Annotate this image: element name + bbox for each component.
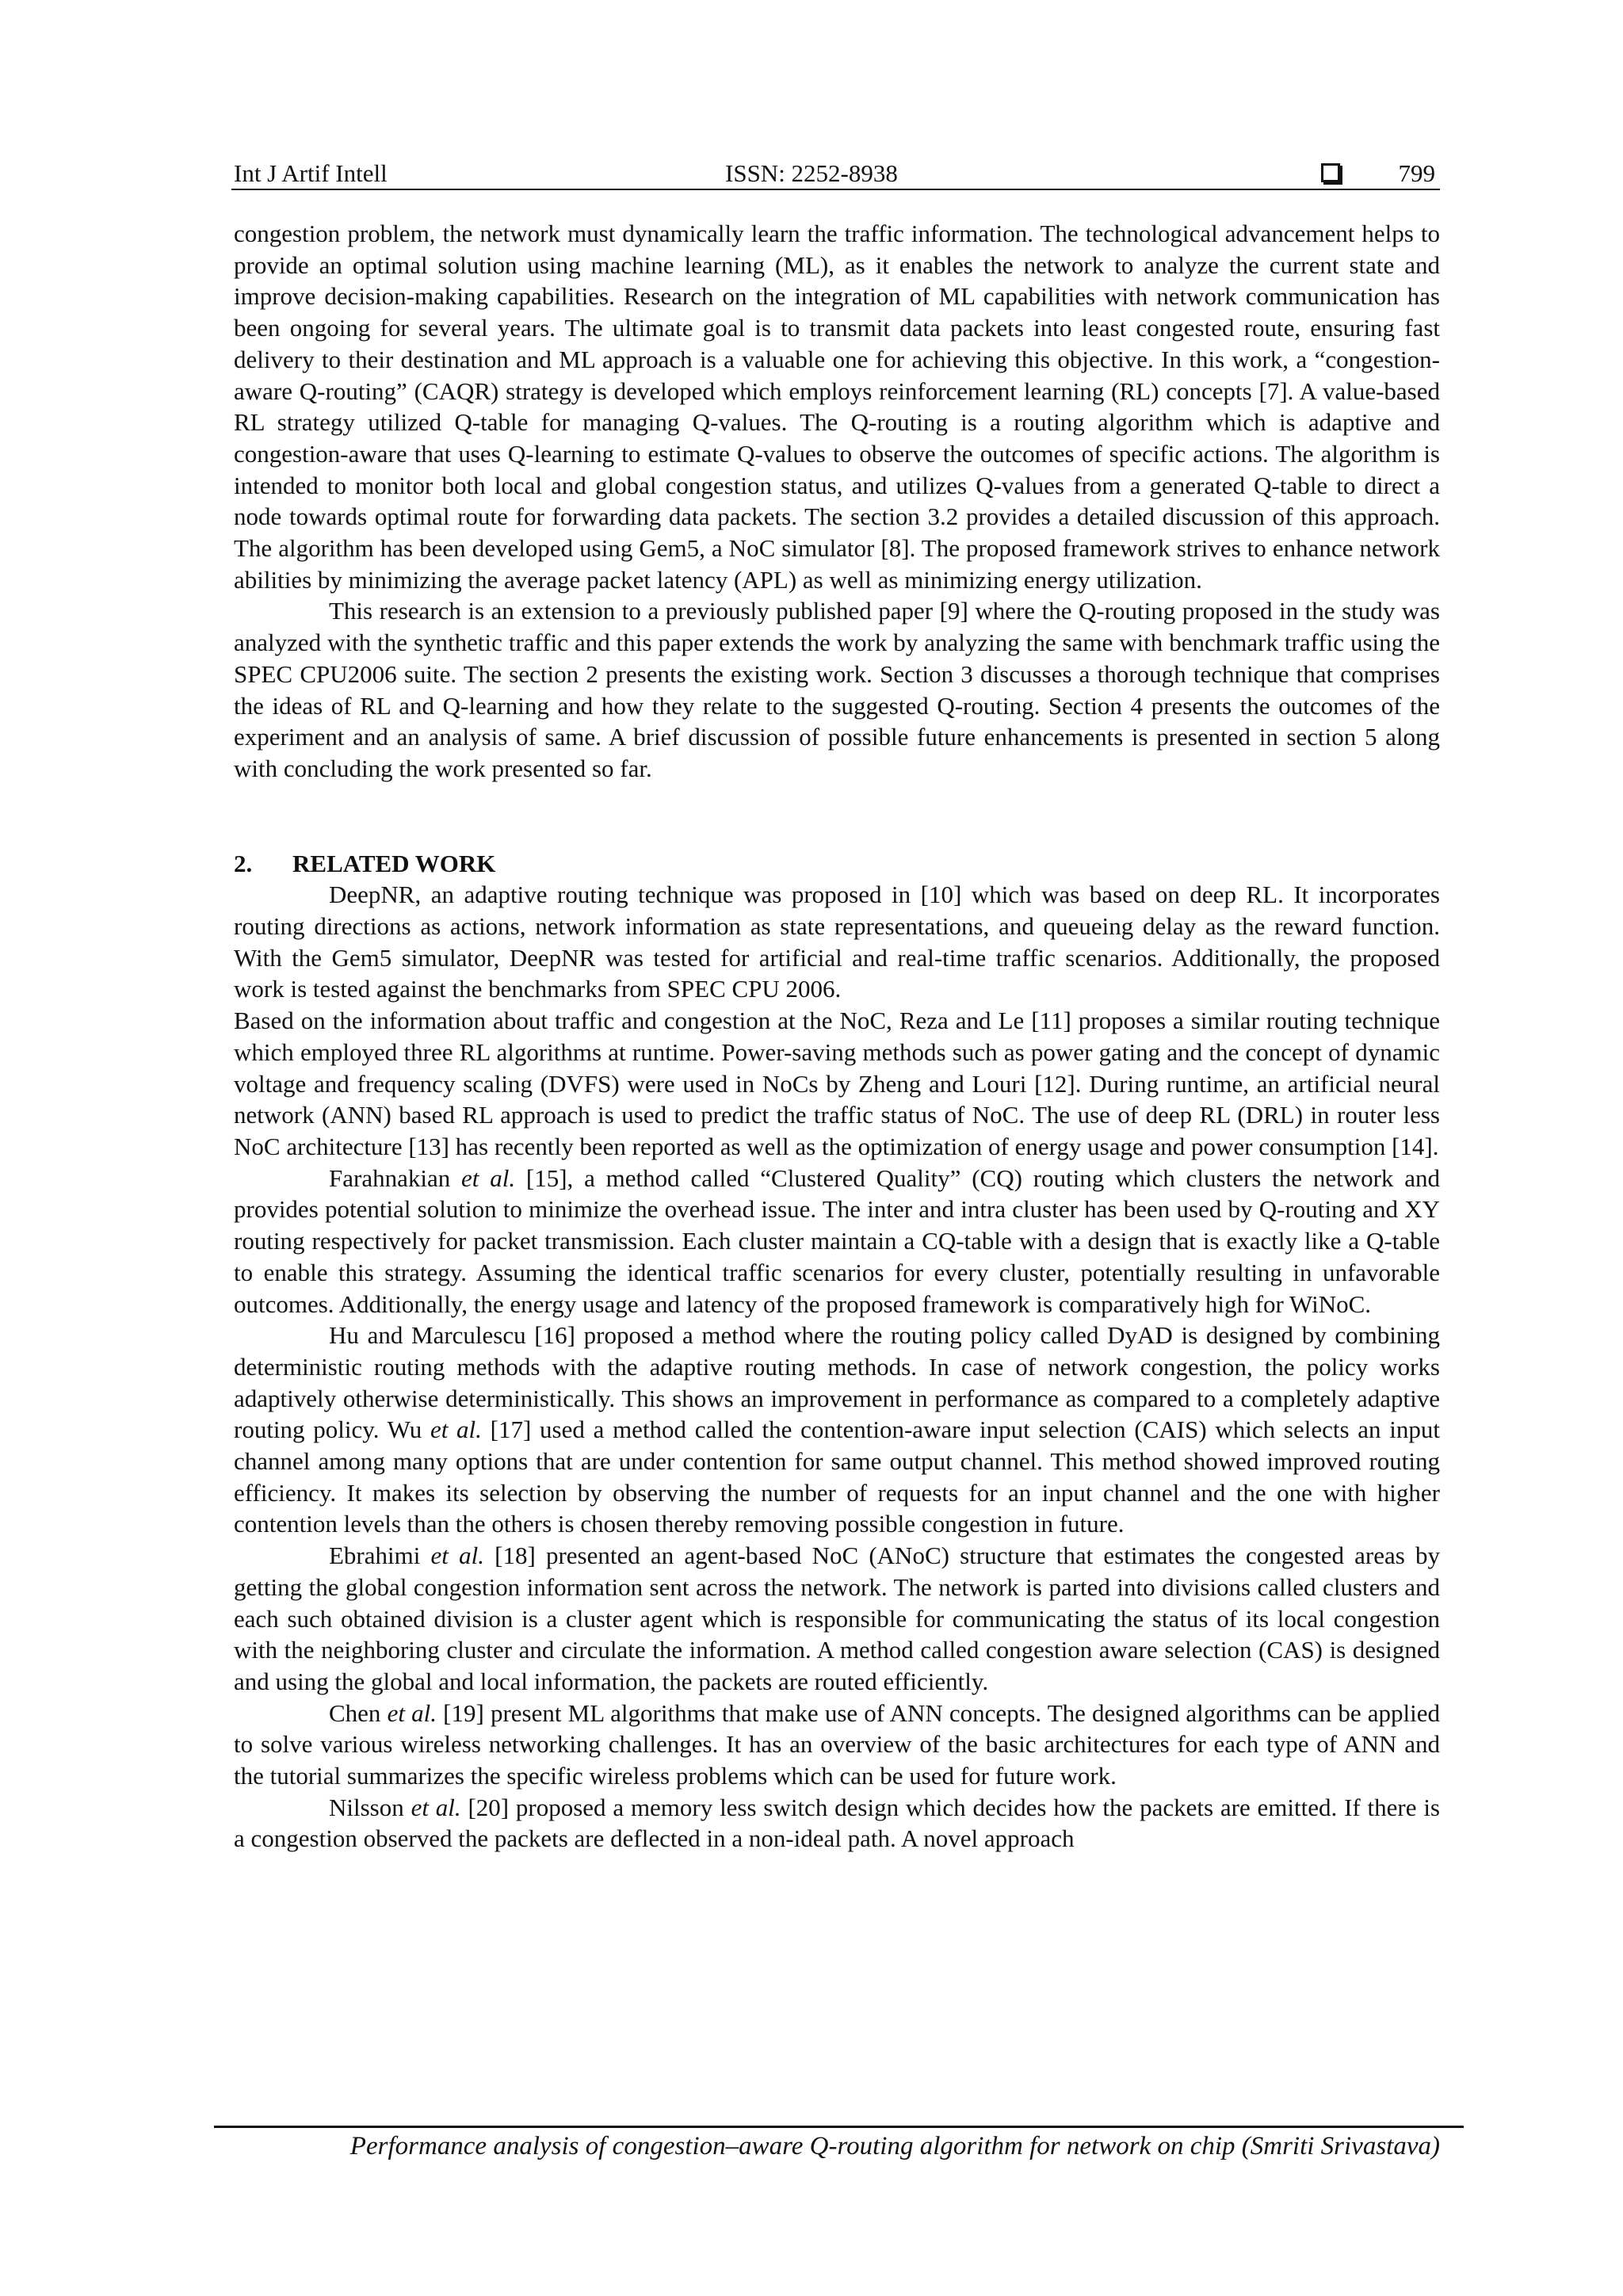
page-number: 799 [1398, 159, 1435, 187]
text-segment: Nilsson [329, 1793, 411, 1821]
et-al: et al. [387, 1698, 437, 1727]
section-title: RELATED WORK [292, 849, 496, 877]
text-segment: Chen [329, 1698, 388, 1727]
text-segment: Farahnakian [329, 1163, 462, 1192]
text-segment: [18] presented an agent-based NoC (ANoC) structure that estimates the congested areas by getting the global congestion information sent across the network. The network is parted into divisions called clusters and each such obtained division is a cluster agent which is responsible for communicating the status of its local congestion with the neighboring cluster and circulate the information. A method called congestion aware selection (CAS) is designed and using the global and local information, the packets are routed efficiently. [234, 1541, 1440, 1695]
body-text [234, 218, 1440, 1855]
paragraph-hu-marculescu [234, 1320, 1440, 1540]
journal-name: Int J Artif Intell [234, 159, 388, 187]
et-al: et al. [461, 1163, 516, 1192]
issn-number: ISSN: 2252-8938 [725, 159, 898, 187]
section-number: 2. [234, 849, 253, 877]
paragraph-farahnakian [234, 1163, 1440, 1320]
running-footer: Performance analysis of congestion–aware Q-routing algorithm for network on chip (Smriti Srivastava) [349, 2132, 1440, 2160]
paragraph-ebrahimi [234, 1540, 1440, 1698]
section-heading [234, 848, 1440, 880]
running-header [234, 156, 1440, 191]
paragraph-reza-le: Based on the information about traffic and congestion at the NoC, Reza and Le [11] proposes a similar routing technique which employed three RL algorithms at runtime. Power-saving methods such as power gating and the concept of dynamic voltage and frequency scaling (DVFS) were used in NoCs by Zheng and Louri [12]. During runtime, an artificial neural network (ANN) based RL approach is used to predict the traffic status of NoC. The use of deep RL (DRL) in router less NoC architecture [13] has recently been reported as well as the optimization of energy usage and power consumption [14]. [234, 1007, 1440, 1160]
text-segment: Ebrahimi [329, 1541, 431, 1570]
paragraph-chen [234, 1698, 1440, 1792]
et-al: et al. [411, 1793, 461, 1821]
paragraph-deepnr: DeepNR, an adaptive routing technique was proposed in [10] which was based on deep RL. It incorporates routing directions as actions, network information as state representations, and queueing delay as the reward function. With the Gem5 simulator, DeepNR was tested for artificial and real-time traffic scenarios. Additionally, the proposed work is tested against the benchmarks from SPEC CPU 2006. [234, 881, 1440, 1003]
paragraph-intro-continued: congestion problem, the network must dynamically learn the traffic information. The technological advancement helps to provide an optimal solution using machine learning (ML), as it enables the network to analyze the current state and improve decision-making capabilities. Research on the integration of ML capabilities with network communication has been ongoing for several years. The ultimate goal is to transmit data packets into least congested route, ensuring fast delivery to their destination and ML approach is a valuable one for achieving this objective. In this work, a “congestion-aware Q-routing” (CAQR) strategy is developed which employs reinforcement learning (RL) concepts [7]. A value-based RL strategy utilized Q-table for managing Q-values. The Q-routing is a routing algorithm which is adaptive and congestion-aware that uses Q-learning to estimate Q-values to observe the outcomes of specific actions. The algorithm is intended to monitor both local and global congestion status, and utilizes Q-values from a generated Q-table to direct a node towards optimal route for forwarding data packets. The section 3.2 provides a detailed discussion of this approach. The algorithm has been developed using Gem5, a NoC simulator [8]. The proposed framework strives to enhance network abilities by minimizing the average packet latency (APL) as well as minimizing energy utilization. [234, 220, 1440, 594]
header-rule [231, 189, 1440, 190]
paragraph-extension: This research is an extension to a previously published paper [9] where the Q-routing proposed in the study was analyzed with the synthetic traffic and this paper extends the work by analyzing the same with benchmark traffic using the SPEC CPU2006 suite. The section 2 presents the existing work. Section 3 discusses a thorough technique that comprises the ideas of RL and Q-learning and how they relate to the suggested Q-routing. Section 4 presents the outcomes of the experiment and an analysis of same. A brief discussion of possible future enhancements is presented in section 5 along with concluding the work presented so far. [234, 597, 1440, 782]
text-segment: Hu and Marculescu [16] proposed a method where the routing policy called DyAD is designed by combining deterministic routing methods with the adaptive routing methods. In case of network congestion, the policy works adaptively otherwise deterministically. This shows an improvement in performance as compared to a completely adaptive routing policy. Wu [234, 1321, 1440, 1444]
et-al: et al. [430, 1415, 482, 1444]
footer-rule [214, 2126, 1464, 2128]
paragraph-nilsson [234, 1792, 1440, 1855]
text-segment: [17] used a method called the contention-aware input selection (CAIS) which selects an input channel among many options that are under contention for same output channel. This method showed improved routing efficiency. It makes its selection by observing the number of requests for an input channel and the one with higher contention levels than the others is chosen thereby removing possible congestion in future. [234, 1415, 1440, 1538]
text-segment: [19] present ML algorithms that make use of ANN concepts. The designed algorithms can be applied to solve various wireless networking challenges. It has an overview of the basic architectures for each type of ANN and the tutorial summarizes the specific wireless problems which can be used for future work. [234, 1698, 1440, 1790]
et-al: et al. [430, 1541, 484, 1570]
checkbox-square-icon [1321, 163, 1340, 182]
text-segment: [15], a method called “Clustered Quality” (CQ) routing which clusters the network and provides potential solution to minimize the overhead issue. The inter and intra cluster has been used by Q-routing and XY routing respectively for packet transmission. Each cluster maintain a CQ-table with a design that is exactly like a Q-table to enable this strategy. Assuming the identical traffic scenarios for every cluster, potentially resulting in unfavorable outcomes. Additionally, the energy usage and latency of the proposed framework is comparatively high for WiNoC. [234, 1163, 1440, 1318]
text-segment: [20] proposed a memory less switch design which decides how the packets are emitted. If there is a congestion observed the packets are deflected in a non-ideal path. A novel approach [234, 1793, 1440, 1853]
